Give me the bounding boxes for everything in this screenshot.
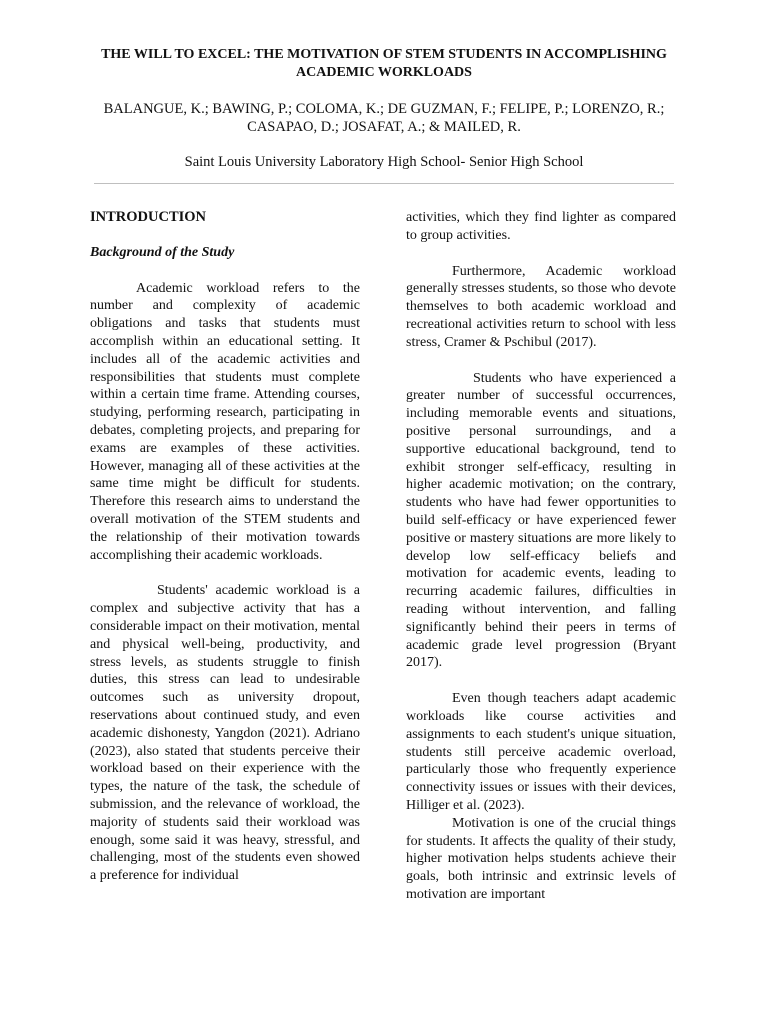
- paragraph: Academic workload refers to the number and complexity of academic obligations and tasks that students must accomplish within an educational setting. It includes all of the academic activities and responsibilities that students must complete within a certain time frame. Attending courses, studying, performing research, participating in debates, completing projects, and preparing for exams are examples of these activities. However, managing all of these activities at the same time might be difficult for students. Therefore this research aims to understand the overall motivation of the STEM students and the relationship of their motivation towards accomplishing their academic workloads.: [90, 280, 360, 563]
- subsection-heading-background: Background of the Study: [90, 244, 235, 260]
- header-divider: [94, 183, 674, 184]
- section-heading-introduction: INTRODUCTION: [90, 209, 207, 225]
- left-column: [90, 209, 360, 885]
- paragraph: Furthermore, Academic workload generally stresses students, so those who devote themselves to both academic workload and recreational activities return to school with less stress, Cramer & Pschibul (2017).: [406, 263, 676, 350]
- right-column: [406, 209, 676, 904]
- paragraph: Even though teachers adapt academic workloads like course activities and assignments to each student's unique situation, students still perceive academic overload, particularly those who frequently experience connectivity issues or issues with their devices, Hilliger et al. (2023).: [406, 691, 676, 813]
- paragraph: Students' academic workload is a complex and subjective activity that has a considerable impact on their motivation, mental and physical well-being, productivity, and stress levels, as students struggle to finish duties, this stress can lead to undesirable outcomes such as university dropout, reservations about continued study, and even academic dishonesty, Yangdon (2021). Adriano (2023), also stated that students perceive their workload based on their experience with the types, the nature of the task, the schedule of submission, and the relevance of workload, the majority of students said their workload was enough, some said it was heavy, stressful, and challenging, most of the students even showed a preference for individual: [90, 583, 360, 884]
- paragraph: Motivation is one of the crucial things for students. It affects the quality of their study, higher motivation helps students achieve their goals, both intrinsic and extrinsic levels of motivation are important: [406, 815, 676, 902]
- paragraph-continued: activities, which they find lighter as compared to group activities.: [406, 210, 676, 243]
- paragraph: Students who have experienced a greater number of successful occurrences, including memorable events and situations, positive personal surroundings, and a supportive educational background, tend to exhibit stronger self-efficacy, resulting in higher academic motivation; on the contrary, students who have had fewer opportunities to build self-efficacy or have experienced fewer positive or mastery situations are more likely to develop low self-efficacy beliefs and motivation for academic events, leading to recurring academic failures, difficulties in reading without intervention, and falling significantly behind their peers in terms of academic grade level progression (Bryant 2017).: [406, 370, 676, 671]
- author-list: BALANGUE, K.; BAWING, P.; COLOMA, K.; DE GUZMAN, F.; FELIPE, P.; LORENZO, R.; CASAPAO, D.; JOSAFAT, A.; & MAILED, R.: [103, 101, 665, 135]
- paper-title: THE WILL TO EXCEL: THE MOTIVATION OF STEM STUDENTS IN ACCOMPLISHING ACADEMIC WORKLOADS: [101, 47, 667, 80]
- affiliation: Saint Louis University Laboratory High School- Senior High School: [184, 154, 584, 170]
